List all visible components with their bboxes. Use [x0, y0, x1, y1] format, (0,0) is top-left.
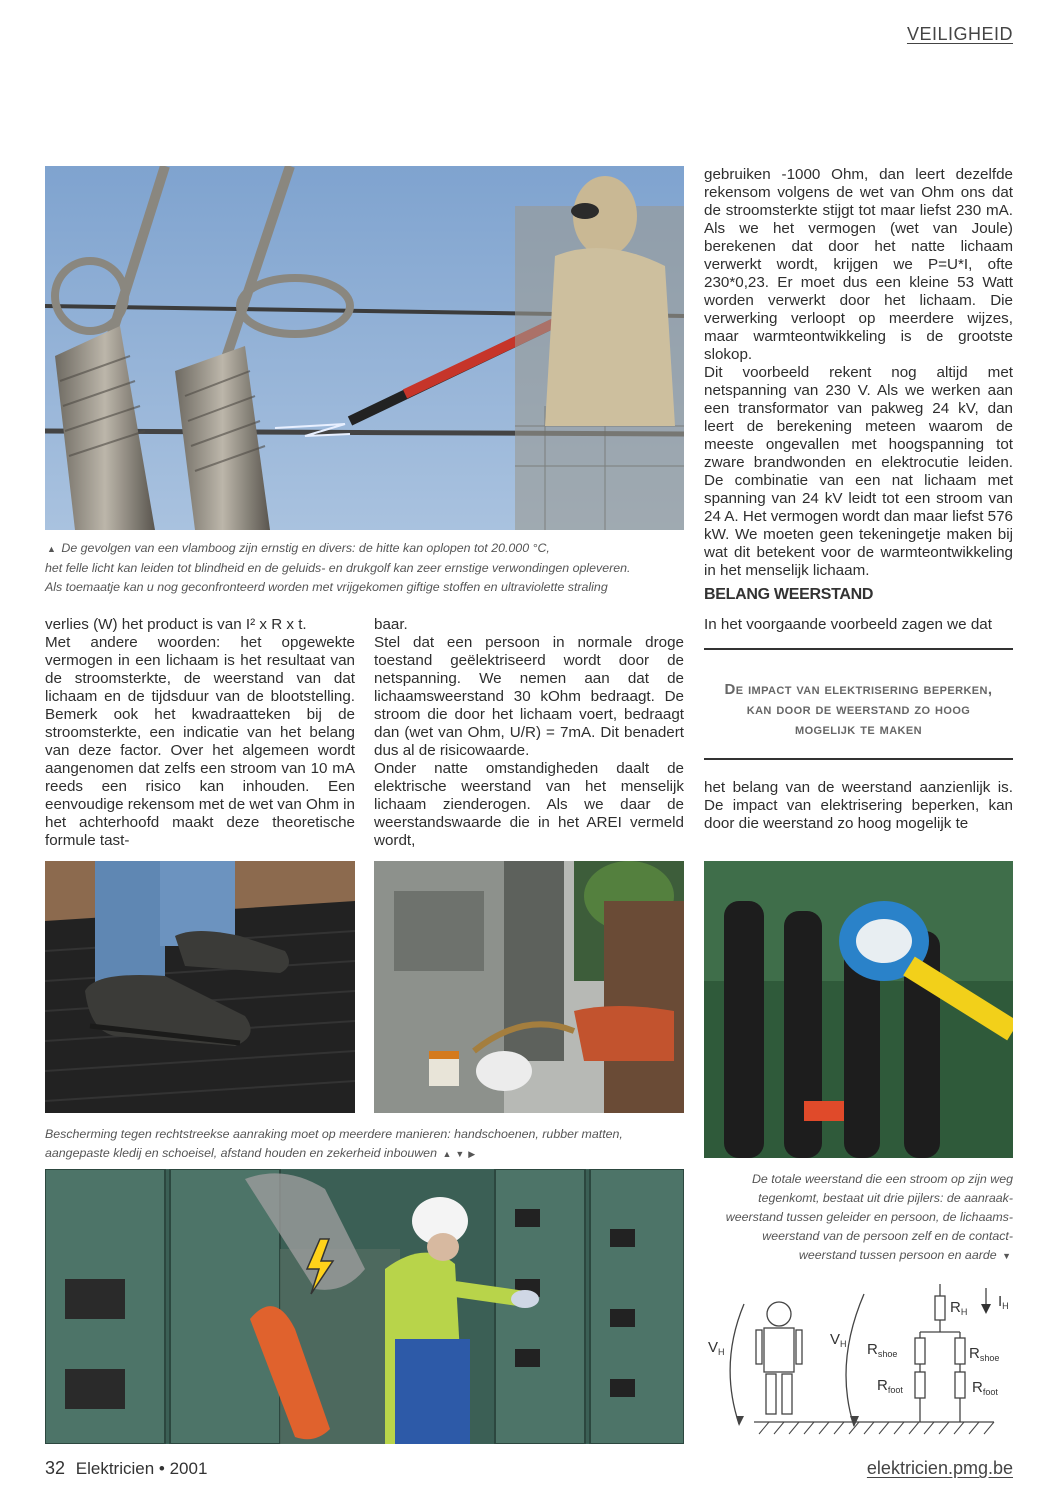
pull-quote-line: kan door de weerstand zo hoog: [746, 701, 971, 718]
pull-quote-line: mogelijk te maken: [795, 721, 922, 738]
resistance-label: R: [969, 1345, 980, 1362]
page-number: 32: [45, 1458, 66, 1478]
current-label: I: [998, 1293, 1003, 1310]
arrow-up-icon: ▲: [442, 1149, 452, 1159]
caption-line: weerstand tussen persoon en aarde: [798, 1248, 997, 1262]
caption-line: weerstand van de persoon zelf en de contact-: [762, 1229, 1013, 1243]
svg-text:VH: [830, 1331, 847, 1349]
subheading: BELANG WEERSTAND: [704, 586, 874, 603]
svg-text:Rshoe: [969, 1345, 999, 1363]
voltage-label-sub: H: [718, 1347, 725, 1357]
resistance-label-sub: H: [960, 1307, 968, 1317]
paragraph: Onder natte omstandigheden daalt de elektrische weerstand van het menselijk lichaam zienderogen. Als we daar de weerstandswaarde die in het AREI vermeld wordt,: [374, 760, 684, 849]
pull-quote: [704, 648, 1013, 760]
voltage-label-sub: H: [840, 1339, 847, 1349]
section-tag: VEILIGHEID: [906, 24, 1013, 44]
rubber-mat-boots-photo: [45, 861, 355, 1113]
article-column-3: [704, 166, 1013, 580]
caption-line: Als toemaatje kan u nog geconfronteerd worden met vrijgekomen giftige stoffen en ultraviolette straling: [45, 580, 608, 594]
paragraph: Dit voorbeeld rekent nog altijd met netspanning van 230 V. Als we werken aan een transformator van pakweg 24 kV, dan leert de berekening meteen waarom de meeste ongevallen met hoogspanning tot zware brandwonden en elektrocutie leiden. De combinatie van een nat lichaam met spanning van 24 kV leidt tot een stroom van 24 A. Het vermogen wordt dan maar liefst 576 kW. We moeten geen tekeningetje maken bij wat dit betekent voor de warmteontwikkeling in het menselijk lichaam.: [704, 364, 1013, 579]
caption-line: het felle licht kan leiden tot blindheid en de geluids- en drukgolf kan zeer ernstige verwondingen opleveren.: [45, 561, 631, 575]
caption-line: De totale weerstand die een stroom op zijn weg: [751, 1172, 1013, 1186]
caption-line: tegenkomt, bestaat uit drie pijlers: de aanraak-: [758, 1191, 1013, 1205]
arrow-down-icon: ▼: [1002, 1251, 1011, 1261]
arrow-down-icon: ▼: [455, 1149, 465, 1159]
caption-line: weerstand tussen geleider en persoon, de lichaams-: [725, 1210, 1013, 1224]
svg-text:VH: [708, 1339, 725, 1357]
resistance-label: R: [877, 1377, 888, 1394]
resistance-label: R: [972, 1379, 983, 1396]
paragraph: baar.: [374, 616, 408, 633]
publication-name: Elektricien • 2001: [75, 1459, 208, 1478]
paragraph: verlies (W) het product is van I² x R x t.: [45, 616, 307, 633]
article-column-3-intro: [704, 616, 1013, 634]
article-column-3-continued: [704, 779, 1013, 833]
article-column-1: [45, 616, 355, 850]
caption-line: Bescherming tegen rechtstreekse aanraking moet op meerdere manieren: handschoenen, rubber matten,: [45, 1127, 623, 1141]
paragraph: Stel dat een persoon in normale droge toestand geëlektriseerd wordt door de netspanning. We nemen aan dat de lichaamsweerstand 30 kOhm bedraagt. De stroom die door het lichaam voert, bedraagt dan (wet van Ohm, U/R) = 7mA. Dit benadert dus al de risicowaarde.: [374, 634, 684, 759]
svg-text:Rfoot: [877, 1377, 903, 1395]
switchgear-gloves-photo: [374, 861, 684, 1113]
svg-text:RH: [950, 1299, 967, 1317]
worker-switchboard-photo: [45, 1169, 684, 1444]
middle-photo-caption: [45, 1125, 685, 1164]
svg-text:IH: [998, 1293, 1009, 1311]
resistance-label-sub: shoe: [979, 1353, 1000, 1363]
website-link[interactable]: elektricien.pmg.be: [866, 1458, 1013, 1478]
page-footer: [45, 1458, 207, 1479]
svg-text:Rfoot: [972, 1379, 998, 1397]
voltage-label: V: [708, 1339, 719, 1356]
current-label-sub: H: [1002, 1301, 1009, 1311]
arrow-up-icon: ▲: [47, 544, 56, 554]
article-column-2: [374, 616, 684, 850]
resistance-diagram: [704, 1284, 1014, 1448]
paragraph: gebruiken -1000 Ohm, dan leert dezelfde rekensom volgens de wet van Ohm ons dat de stroomsterkte stijgt tot maar liefst 230 mA. Als we het vermogen (wet van Joule) berekenen dat door het natte lichaam verwerkt wordt, krijgen we P=U*I, ofte 230*0,23. Er moet dus een kleine 53 Watt worden verwerkt door het lichaam. Die verwerking verloopt op meerdere wijzes, maar warmteontwikkeling is de grootste slokop.: [704, 166, 1013, 363]
resistance-label-sub: shoe: [877, 1349, 898, 1359]
caption-line: De gevolgen van een vlamboog zijn ernstig en divers: de hitte kan oplopen tot 20.000 °C,: [61, 541, 550, 555]
paragraph: Met andere woorden: het opgewekte vermogen in een lichaam is het resultaat van de stroomsterkte, de weerstand van dat lichaam en de tijdsduur van de blootstelling. Bemerk ook het kwadraatteken bij de stroomsterkte, een indicatie van het belang van deze factor. Over het algemeen wordt aangenomen dat zelfs een stroom van 10 mA reeds een risico kan inhouden. Een eenvoudige rekensom met de wet van Ohm in het achterhoofd maakt deze theoretische formule tast-: [45, 634, 355, 849]
caption-line: aangepaste kledij en schoeisel, afstand houden en zekerheid inbouwen: [45, 1146, 437, 1160]
right-photo-caption: [704, 1170, 1013, 1266]
svg-text:Rshoe: [867, 1341, 897, 1359]
arc-flash-photo: [45, 166, 684, 530]
resistance-label: R: [867, 1341, 878, 1358]
top-photo-caption: [45, 539, 685, 597]
voltage-label: V: [830, 1331, 841, 1348]
paragraph: In het voorgaande voorbeeld zagen we dat: [704, 616, 992, 633]
resistance-label-sub: foot: [887, 1385, 903, 1395]
cable-tester-photo: [704, 861, 1013, 1158]
paragraph: het belang van de weerstand aanzienlijk is. De impact van elektrisering beperken, kan door die weerstand zo hoog mogelijk te: [704, 779, 1013, 832]
resistance-label-sub: foot: [982, 1387, 998, 1397]
arrow-right-icon: ▶: [468, 1149, 476, 1159]
pull-quote-line: De impact van elektrisering beperken,: [724, 681, 993, 698]
resistance-label: R: [950, 1299, 961, 1316]
